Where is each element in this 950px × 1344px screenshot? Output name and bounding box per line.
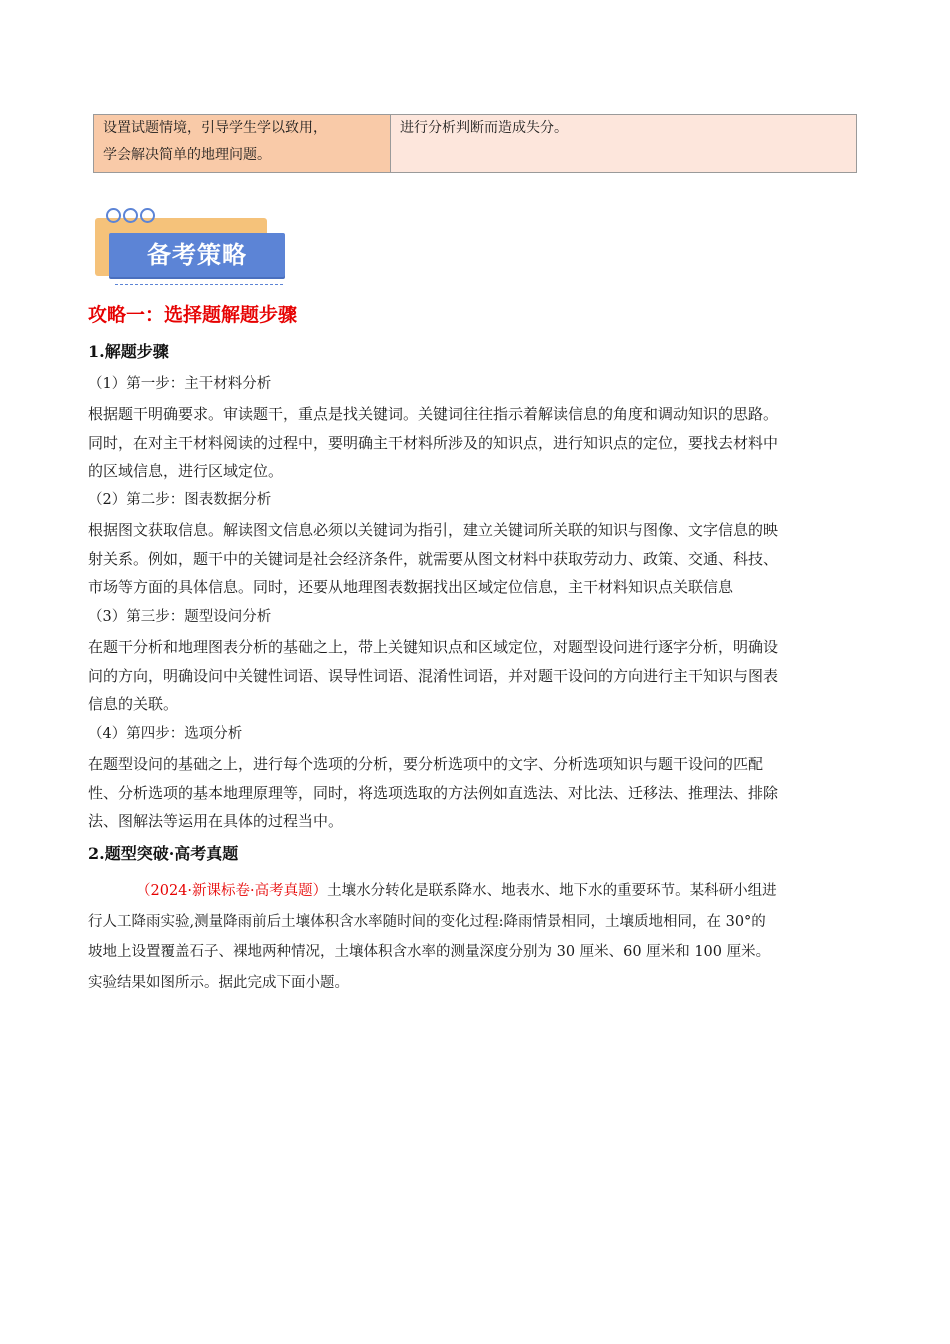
question-line: 实验结果如图所示。据此完成下面小题。 <box>88 974 349 991</box>
table-row <box>94 115 857 173</box>
paragraph-line: 市场等方面的具体信息。同时，还要从地理图表数据找出区域定位信息，主干材料知识点关联信息 <box>88 578 734 596</box>
step-title: （1）第一步：主干材料分析 <box>88 376 272 392</box>
step-paragraph <box>88 400 858 486</box>
binder-rings-icon <box>106 208 166 226</box>
strategy-title: 攻略一：选择题解题步骤 <box>88 304 298 326</box>
ring-icon <box>123 208 138 223</box>
ring-icon <box>106 208 121 223</box>
step-title: （2）第二步：图表数据分析 <box>88 492 272 508</box>
section-heading: 1.解题步骤 <box>88 342 169 361</box>
question-source: （2024·新课标卷·高考真题） <box>136 883 328 899</box>
paragraph-line: 根据题干明确要求。审读题干，重点是找关键词。关键词往往指示着解读信息的角度和调动知识的思路。 <box>88 405 779 423</box>
strategy-banner <box>95 202 287 280</box>
summary-table <box>93 114 857 173</box>
paragraph-line: 射关系。例如，题干中的关键词是社会经济条件，就需要从图文材料中获取劳动力、政策、交通、科技、 <box>88 549 779 568</box>
section-heading: 2.题型突破·高考真题 <box>88 844 239 863</box>
table-cell-left <box>94 115 391 173</box>
step-title: （4）第四步：选项分析 <box>88 726 243 742</box>
question-first-line <box>88 876 860 907</box>
paragraph-line: 问的方向，明确设问中关键性词语、误导性词语、混淆性词语，并对题干设问的方向进行主干知识与图表 <box>88 666 779 685</box>
paragraph-line: 同时，在对主干材料阅读的过程中，要明确主干材料所涉及的知识点，进行知识点的定位，要找去材料中 <box>88 433 779 452</box>
table-cell-line: 进行分析判断而造成失分。 <box>400 120 568 136</box>
paragraph-line: 信息的关联。 <box>88 695 179 713</box>
paragraph-line: 根据图文获取信息。解读图文信息必须以关键词为指引，建立关键词所关联的知识与图像、文字信息的映 <box>88 521 779 539</box>
paragraph-line: 在题干分析和地理图表分析的基础之上，带上关键知识点和区域定位，对题型设问进行逐字分析，明确设 <box>88 638 779 656</box>
table-cell-line: 学会解决简单的地理问题。 <box>103 147 271 163</box>
table-cell-right <box>391 115 857 173</box>
question-line: 行人工降雨实验,测量降雨前后土壤体积含水率随时间的变化过程:降雨情景相同，土壤质地相同，在 30°的 <box>88 913 766 930</box>
question-text: 土壤水分转化是联系降水、地表水、地下水的重要环节。某科研小组进 <box>327 883 777 899</box>
paragraph-line: 在题型设问的基础之上，进行每个选项的分析，要分析选项中的文字、分析选项知识与题干设问的匹配 <box>88 755 764 773</box>
step-paragraph <box>88 633 858 719</box>
table-cell-line: 设置试题情境，引导学生学以致用， <box>103 120 327 136</box>
banner-label: 备考策略 <box>147 241 247 269</box>
banner-dashed-line <box>115 284 283 285</box>
question-line: 坡地上设置覆盖石子、裸地两种情况，土壤体积含水率的测量深度分别为 30 厘米、60 厘米和 100 厘米。 <box>88 944 771 960</box>
step-title: （3）第三步：题型设问分析 <box>88 609 272 625</box>
step-paragraph <box>88 516 858 602</box>
paragraph-line: 性、分析选项的基本地理原理等，同时，将选项选取的方法例如直选法、对比法、迁移法、推理法、排除 <box>88 783 779 802</box>
paragraph-line: 法、图解法等运用在具体的过程当中。 <box>88 812 344 830</box>
exam-question <box>88 876 860 998</box>
step-paragraph <box>88 750 858 836</box>
paragraph-line: 的区域信息，进行区域定位。 <box>88 462 284 480</box>
ring-icon <box>140 208 155 223</box>
